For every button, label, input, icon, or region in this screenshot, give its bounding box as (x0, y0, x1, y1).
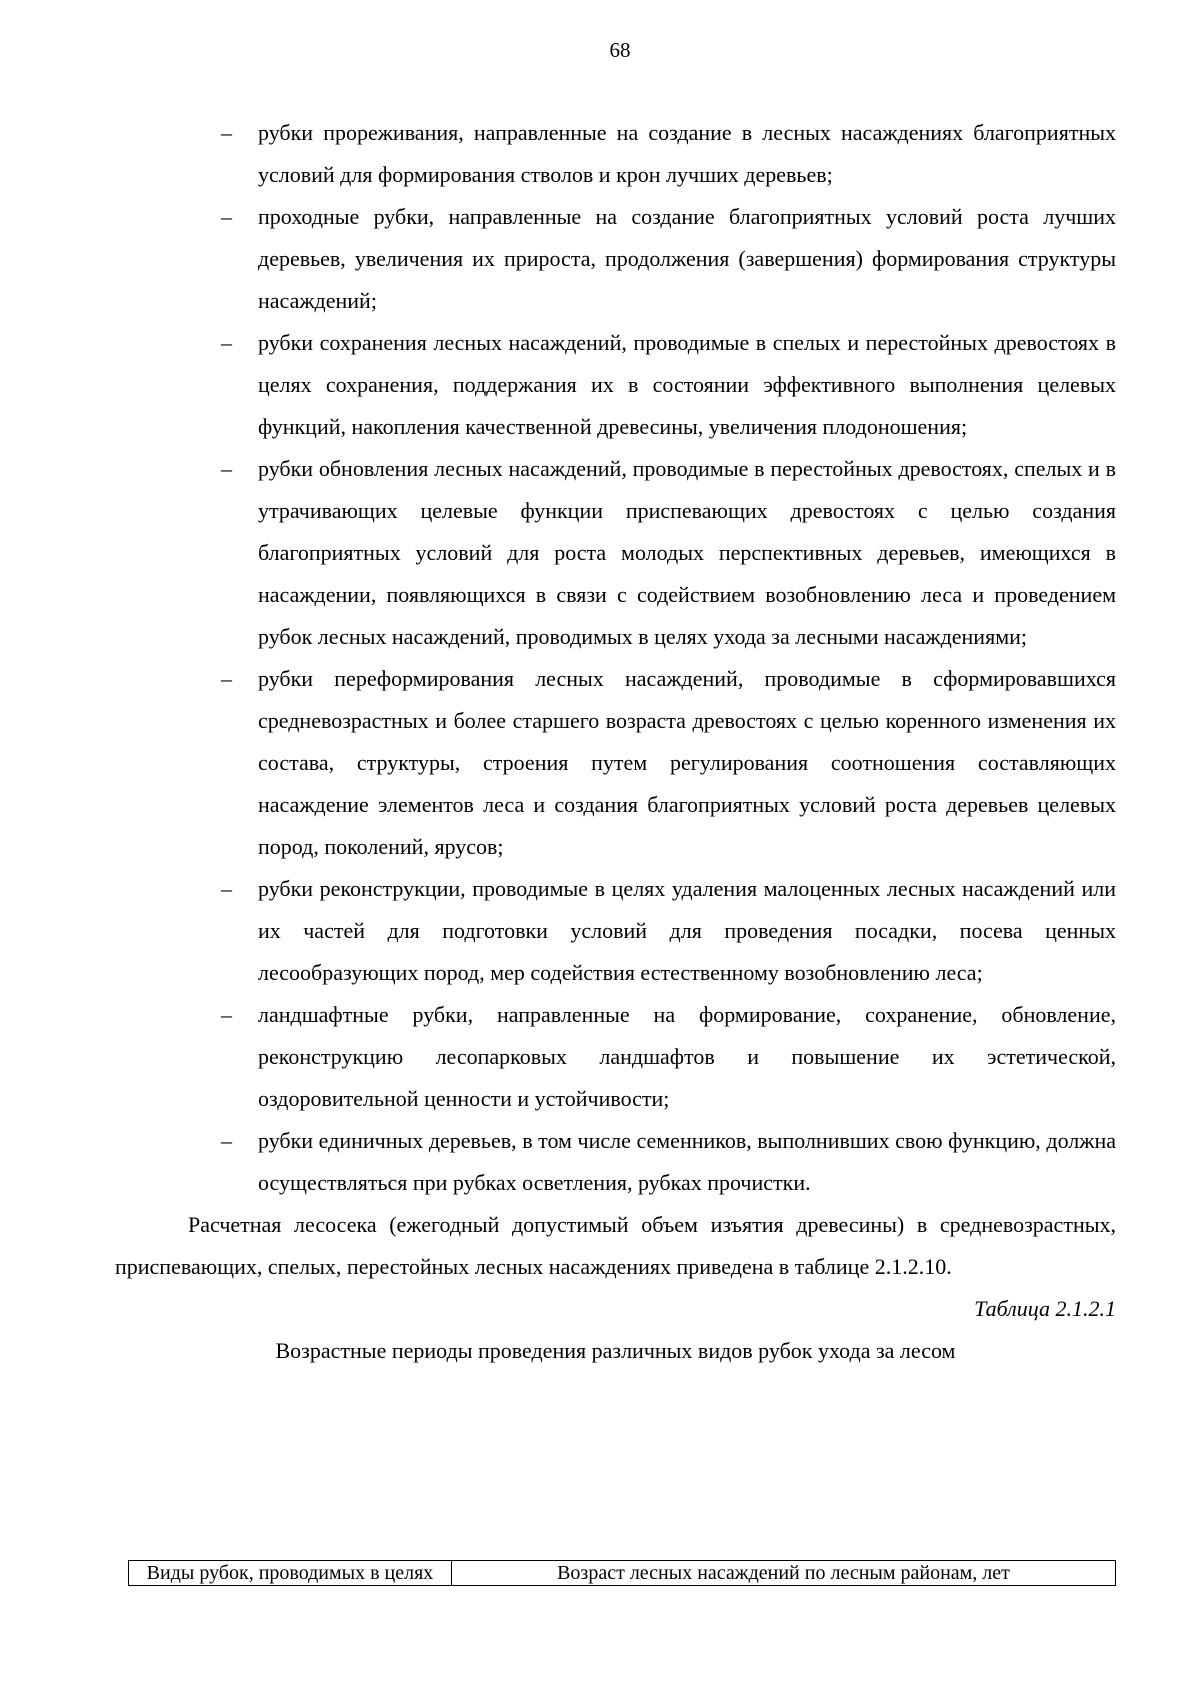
list-item-text: рубки реконструкции, проводимые в целях удаления малоценных лесных насаждений или их частей для подготовки условий для проведения посадки, посева ценных лесообразующих пород, мер содействия естественному возобновлению леса; (258, 876, 1116, 985)
dash-bullet: – (221, 666, 232, 691)
dash-bullet: – (221, 120, 232, 145)
dash-bullet: – (221, 330, 232, 355)
dash-bullet: – (221, 1002, 232, 1027)
list-item-text: рубки прореживания, направленные на создание в лесных насаждениях благоприятных условий для формирования стволов и крон лучших деревьев; (258, 120, 1116, 187)
list-item (221, 994, 1116, 1120)
table-header-cell: Возраст лесных насаждений по лесным районам, лет (452, 1561, 1116, 1586)
list-item-text: рубки переформирования лесных насаждений, проводимые в сформировавшихся средневозрастных и более старшего возраста древостоях с целью коренного изменения их состава, структуры, строения путем регулирования соотношения составляющих насаждение элементов леса и создания благоприятных условий роста деревьев целевых пород, поколений, ярусов; (258, 666, 1116, 859)
list-item (221, 196, 1116, 322)
dash-bullet: – (221, 876, 232, 901)
dash-bullet: – (221, 1128, 232, 1153)
list-item-text: рубки единичных деревьев, в том числе семенников, выполнивших свою функцию, должна осуществляться при рубках осветления, рубках прочистки. (258, 1128, 1116, 1195)
list-item (221, 448, 1116, 658)
list-item (221, 1120, 1116, 1204)
data-table (128, 1560, 1116, 1586)
dash-bullet: – (221, 204, 232, 229)
table-title: Возрастные периоды проведения различных видов рубок ухода за лесом (275, 1338, 956, 1363)
list-item-text: проходные рубки, направленные на создание благоприятных условий роста лучших деревьев, увеличения их прироста, продолжения (завершения) формирования структуры насаждений; (258, 204, 1116, 313)
list-item (221, 322, 1116, 448)
list-item-text: рубки сохранения лесных насаждений, проводимые в спелых и перестойных древостоях в целях сохранения, поддержания их в состоянии эффективного выполнения целевых функций, накопления качественной древесины, увеличения плодоношения; (258, 330, 1116, 439)
dash-bullet: – (221, 456, 232, 481)
page-number: 68 (609, 38, 631, 62)
table-header-cell: Виды рубок, проводимых в целях (129, 1561, 452, 1586)
list-item (221, 112, 1116, 196)
list-item (221, 658, 1116, 868)
table-label: Таблица 2.1.2.1 (974, 1296, 1116, 1321)
list-item-text: ландшафтные рубки, направленные на формирование, сохранение, обновление, реконструкцию лесопарковых ландшафтов и повышение их эстетической, оздоровительной ценности и устойчивости; (258, 1002, 1116, 1111)
body-paragraph: Расчетная лесосека (ежегодный допустимый объем изъятия древесины) в средневозрастных, приспевающих, спелых, перестойных лесных насаждениях приведена в таблице 2.1.2.10. (115, 1212, 1116, 1279)
list-item (221, 868, 1116, 994)
page-body (0, 112, 1200, 1372)
list-item-text: рубки обновления лесных насаждений, проводимые в перестойных древостоях, спелых и в утрачивающих целевые функции приспевающих древостоях с целью создания благоприятных условий для роста молодых перспективных деревьев, имеющихся в насаждении, появляющихся в связи с содействием возобновлению леса и проведением рубок лесных насаждений, проводимых в целях ухода за лесными насаждениями; (258, 456, 1116, 649)
table-header-row (129, 1561, 1116, 1586)
